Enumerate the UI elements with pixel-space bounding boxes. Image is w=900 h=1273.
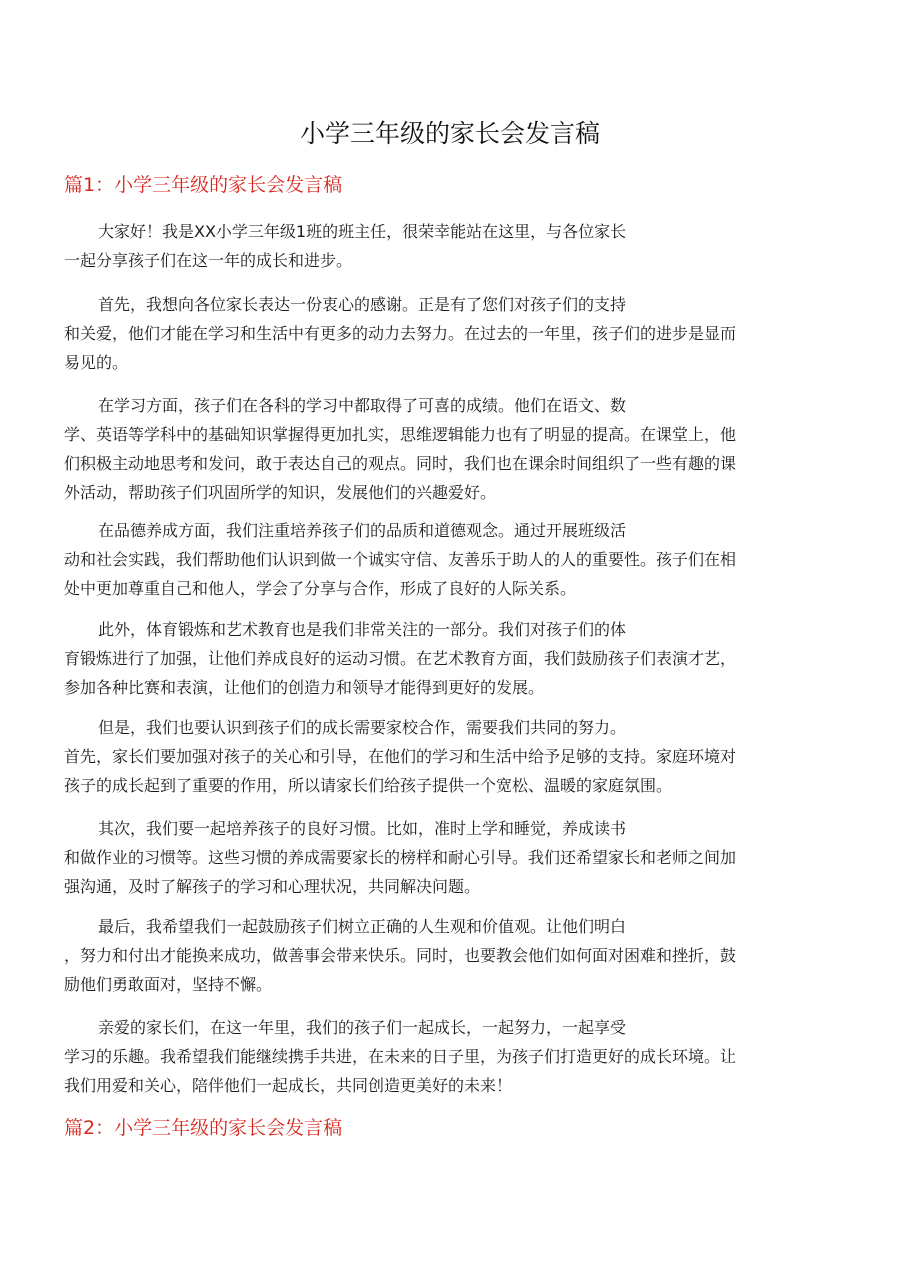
paragraph-line: 易见的。 <box>64 353 129 372</box>
section-heading-2: 篇2：小学三年级的家长会发言稿 <box>64 1117 343 1139</box>
paragraph-line: 处中更加尊重自己和他人，学会了分享与合作，形成了良好的人际关系。 <box>64 579 577 598</box>
paragraph <box>64 1013 836 1100</box>
paragraph-line: 亲爱的家长们，在这一年里，我们的孩子们一起成长，一起努力，一起享受 <box>98 1018 627 1037</box>
paragraph-line: 在品德养成方面，我们注重培养孩子们的品质和道德观念。通过开展班级活 <box>98 521 627 540</box>
paragraph <box>64 290 836 377</box>
paragraph-line: 一起分享孩子们在这一年的成长和进步。 <box>64 251 353 270</box>
paragraph-line: 强沟通，及时了解孩子的学习和心理状况，共同解决问题。 <box>64 877 481 896</box>
paragraph-line: 和关爱，他们才能在学习和生活中有更多的动力去努力。在过去的一年里，孩子们的进步是显而 <box>64 324 737 343</box>
paragraph <box>64 912 836 999</box>
paragraph-line: 励他们勇敢面对，坚持不懈。 <box>64 975 273 994</box>
paragraph-line: 最后，我希望我们一起鼓励孩子们树立正确的人生观和价值观。让他们明白 <box>98 917 627 936</box>
paragraph-line: 学习的乐趣。我希望我们能继续携手共进，在未来的日子里，为孩子们打造更好的成长环境。让 <box>64 1047 737 1066</box>
paragraph-line: 学、英语等学科中的基础知识掌握得更加扎实，思维逻辑能力也有了明显的提高。在课堂上，他 <box>64 425 737 444</box>
paragraph-line: 孩子的成长起到了重要的作用，所以请家长们给孩子提供一个宽松、温暖的家庭氛围。 <box>64 776 673 795</box>
paragraph <box>64 615 836 702</box>
paragraph-line: 其次，我们要一起培养孩子的良好习惯。比如，准时上学和睡觉，养成读书 <box>98 819 627 838</box>
paragraph <box>64 516 836 603</box>
paragraph-line: 首先，我想向各位家长表达一份衷心的感谢。正是有了您们对孩子们的支持 <box>98 295 627 314</box>
paragraph-line: 育锻炼进行了加强，让他们养成良好的运动习惯。在艺术教育方面，我们鼓励孩子们表演才艺， <box>64 649 737 668</box>
paragraph-line: 此外，体育锻炼和艺术教育也是我们非常关注的一部分。我们对孩子们的体 <box>98 620 627 639</box>
section-heading-1: 篇1：小学三年级的家长会发言稿 <box>64 174 343 196</box>
paragraph-line: ，努力和付出才能换来成功，做善事会带来快乐。同时，也要教会他们如何面对困难和挫折，鼓 <box>64 946 737 965</box>
paragraph-line: 动和社会实践，我们帮助他们认识到做一个诚实守信、友善乐于助人的人的重要性。孩子们在相 <box>64 550 737 569</box>
paragraph <box>64 391 836 507</box>
paragraph-line: 我们用爱和关心，陪伴他们一起成长，共同创造更美好的未来！ <box>64 1076 513 1095</box>
document-title: 小学三年级的家长会发言稿 <box>299 119 600 148</box>
paragraph-line: 大家好！我是XX小学三年级1班的班主任，很荣幸能站在这里，与各位家长 <box>98 222 627 241</box>
paragraph-line: 首先，家长们要加强对孩子的关心和引导，在他们的学习和生活中给予足够的支持。家庭环境对 <box>64 747 737 766</box>
paragraph-line: 在学习方面，孩子们在各科的学习中都取得了可喜的成绩。他们在语文、数 <box>98 396 627 415</box>
paragraph-line: 参加各种比赛和表演，让他们的创造力和领导才能得到更好的发展。 <box>64 678 545 697</box>
paragraph-line: 但是，我们也要认识到孩子们的成长需要家校合作，需要我们共同的努力。 <box>98 718 627 737</box>
paragraph-line: 和做作业的习惯等。这些习惯的养成需要家长的榜样和耐心引导。我们还希望家长和老师之间加 <box>64 848 737 867</box>
paragraph-line: 们积极主动地思考和发问，敢于表达自己的观点。同时，我们也在课余时间组织了一些有趣的课 <box>64 454 737 473</box>
paragraph-line: 外活动，帮助孩子们巩固所学的知识，发展他们的兴趣爱好。 <box>64 483 497 502</box>
paragraph <box>64 814 836 901</box>
paragraph <box>64 217 836 275</box>
paragraph <box>64 713 836 800</box>
